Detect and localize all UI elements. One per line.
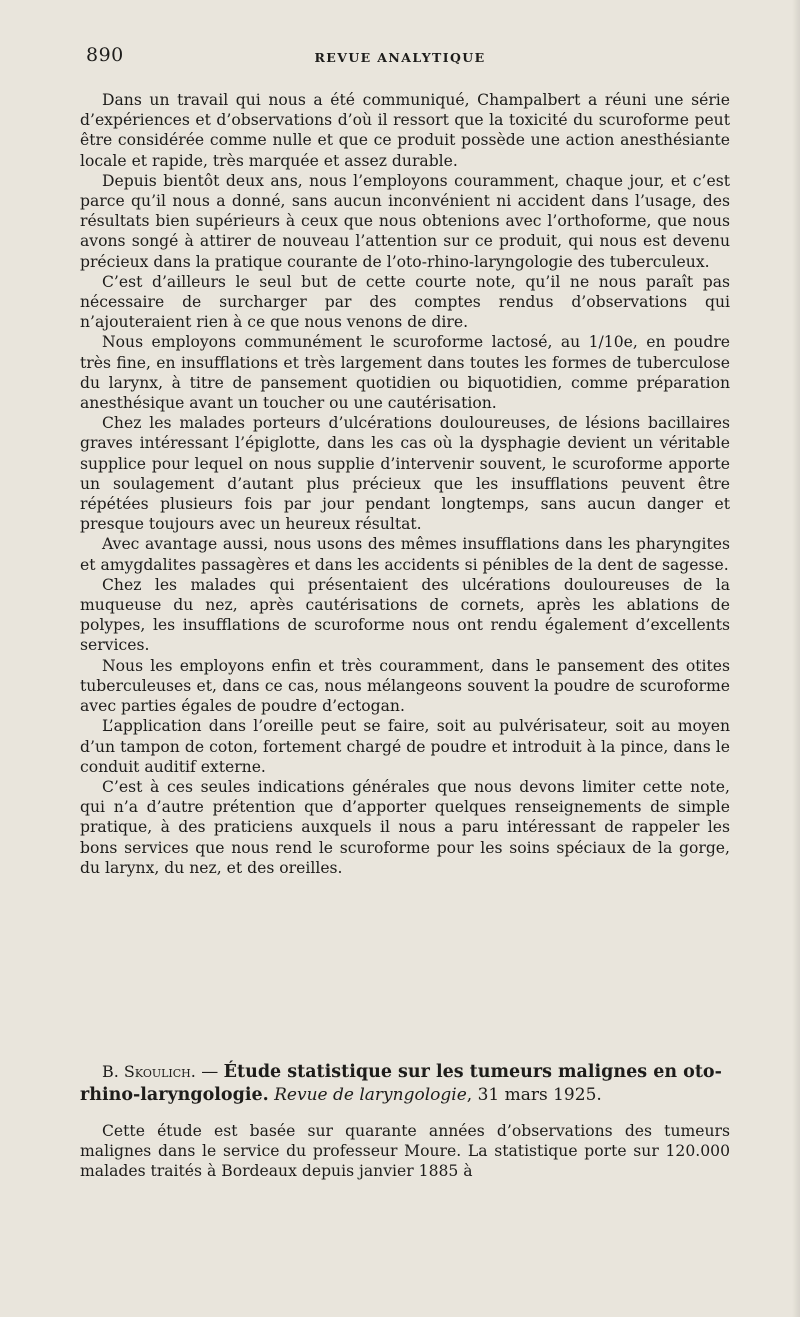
abstract-journal: Revue de laryngologie	[274, 1085, 467, 1105]
abstract-date: , 31 mars 1925.	[466, 1085, 602, 1105]
page-number: 890	[86, 44, 124, 66]
article-body	[80, 90, 730, 878]
paragraph: Nous employons communément le scuroforme lactosé, au 1/10e, en poudre très fine, en insufflations et très largement dans toutes les formes de tuberculose du larynx, à titre de pansement quotidien ou biquotidien, comme préparation anesthésique avant un toucher ou une cautérisation.	[80, 333, 730, 413]
abstract-dash: —	[195, 1062, 224, 1082]
paragraph: Depuis bientôt deux ans, nous l’employons couramment, chaque jour, et c’est parce qu’il nous a donné, sans aucun inconvénient ni accident dans l’usage, des résultats bien supérieurs à ceux que nous obtenions avec l’orthoforme, que nous avons songé à attirer de nouveau l’attention sur ce produit, qui nous est devenu précieux dans la pratique courante de l’oto-rhino-laryngologie des tuberculeux.	[80, 171, 730, 271]
paragraph: Dans un travail qui nous a été communiqué, Champalbert a réuni une série d’expériences et d’observations d’où il ressort que la toxicité du scuroforme peut être considérée comme nulle et que ce produit possède une action anesthésiante locale et rapide, très marquée et assez durable.	[80, 91, 730, 170]
paragraph: Chez les malades qui présentaient des ulcérations douloureuses de la muqueuse du nez, après cautérisations de cornets, après les ablations de polypes, les insufflations de scuroforme nous ont rendu également d’excellents services.	[80, 575, 730, 655]
page-header	[80, 44, 720, 74]
paragraph: L’application dans l’oreille peut se faire, soit au pulvérisateur, soit au moyen d’un tampon de coton, fortement chargé de poudre et introduit à la pince, dans le conduit auditif externe.	[80, 717, 730, 776]
paragraph: C’est d’ailleurs le seul but de cette courte note, qu’il ne nous paraît pas nécessaire de surcharger par des comptes rendus d’observations qui n’ajouteraient rien à ce que nous venons de dire.	[80, 272, 730, 332]
paragraph: C’est à ces seules indications générales que nous devons limiter cette note, qui n’a d’autre prétention que d’apporter quelques renseignements de simple pratique, à des praticiens auxquels il nous a paru intéressant de rappeler les bons services que nous rend le scuroforme pour les soins spéciaux de la gorge, du larynx, du nez, et des oreilles.	[80, 777, 730, 877]
running-head: REVUE ANALYTIQUE	[314, 50, 486, 65]
abstract-author: B. Skoulich.	[102, 1062, 196, 1081]
paragraph: Nous les employons enfin et très couramment, dans le pansement des otites tuberculeuses et, dans ce cas, nous mélangeons souvent la poudre de scuroforme avec parties égales de poudre d’ectogan.	[80, 656, 730, 716]
paragraph: Avec avantage aussi, nous usons des mêmes insufflations dans les pharyngites et amygdalites passagères et dans les accidents si pénibles de la dent de sagesse.	[80, 535, 730, 574]
abstract-entry	[80, 1060, 730, 1182]
abstract-title: Étude statistique sur les tumeurs malignes en oto-rhino-laryngologie.	[80, 1062, 722, 1105]
abstract-heading	[80, 1060, 730, 1107]
paragraph: Chez les malades porteurs d’ulcérations douloureuses, de lésions bacillaires graves intéressant l’épiglotte, dans les cas où la dysphagie devient un véritable supplice pour lequel on nous supplie d’intervenir souvent, le scuroforme apporte un soulagement d’autant plus précieux que les insufflations peuvent être répétées plusieurs fois par jour pendant longtemps, sans aucun danger et presque toujours avec un heureux résultat.	[80, 414, 730, 534]
page-edge-shadow	[792, 0, 800, 1317]
abstract-body: Cette étude est basée sur quarante années d’observations des tumeurs malignes dans le service du professeur Moure. La statistique porte sur 120.000 malades traités à Bordeaux depuis janvier 1885 à	[80, 1122, 730, 1181]
